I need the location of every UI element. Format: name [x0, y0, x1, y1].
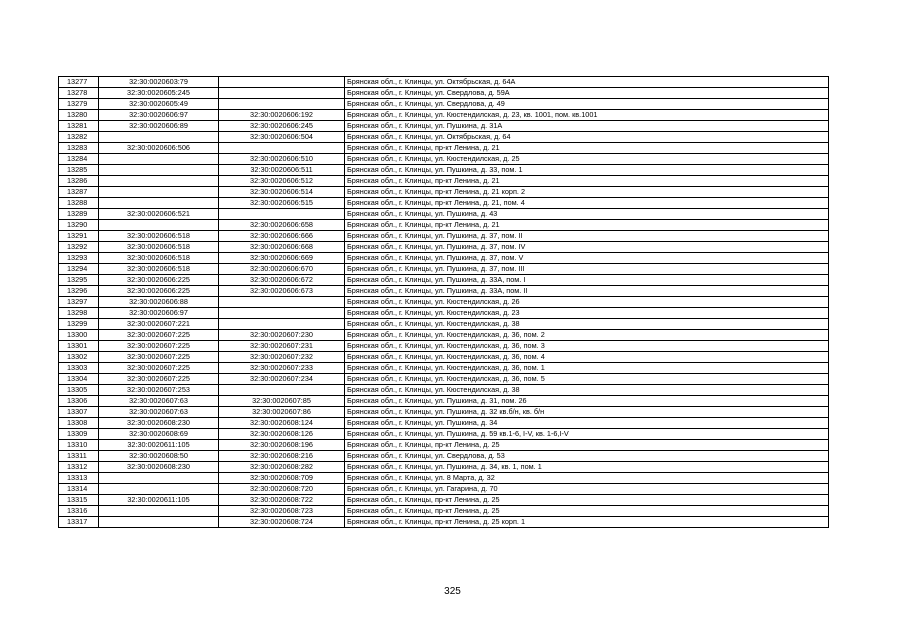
cadastral-number-cell: 32:30:0020607:225 — [99, 363, 219, 374]
cadastral-number-cell — [99, 187, 219, 198]
table-row — [59, 297, 829, 308]
linked-cadastral-number-cell: 32:30:0020607:85 — [219, 396, 345, 407]
table-row — [59, 77, 829, 88]
cadastral-number-cell: 32:30:0020603:79 — [99, 77, 219, 88]
table-row — [59, 341, 829, 352]
row-number-cell: 13305 — [59, 385, 99, 396]
linked-cadastral-number-cell: 32:30:0020608:723 — [219, 506, 345, 517]
address-cell: Брянская обл., г. Клинцы, ул. Кюстендилская, д. 36, пом. 2 — [345, 330, 829, 341]
row-number-cell: 13304 — [59, 374, 99, 385]
address-cell: Брянская обл., г. Клинцы, ул. Октябрьская, д. 64 — [345, 132, 829, 143]
table-row — [59, 506, 829, 517]
address-cell: Брянская обл., г. Клинцы, ул. Пушкина, д. 31, пом. 26 — [345, 396, 829, 407]
cadastral-number-cell — [99, 484, 219, 495]
address-cell: Брянская обл., г. Клинцы, ул. Пушкина, д. 31А — [345, 121, 829, 132]
row-number-cell: 13278 — [59, 88, 99, 99]
linked-cadastral-number-cell: 32:30:0020608:720 — [219, 484, 345, 495]
row-number-cell: 13292 — [59, 242, 99, 253]
cadastral-number-cell: 32:30:0020605:245 — [99, 88, 219, 99]
row-number-cell: 13289 — [59, 209, 99, 220]
row-number-cell: 13285 — [59, 165, 99, 176]
cadastral-number-cell — [99, 165, 219, 176]
linked-cadastral-number-cell: 32:30:0020606:672 — [219, 275, 345, 286]
linked-cadastral-number-cell: 32:30:0020606:510 — [219, 154, 345, 165]
linked-cadastral-number-cell: 32:30:0020608:196 — [219, 440, 345, 451]
linked-cadastral-number-cell: 32:30:0020608:126 — [219, 429, 345, 440]
table-row — [59, 176, 829, 187]
linked-cadastral-number-cell: 32:30:0020606:245 — [219, 121, 345, 132]
address-cell: Брянская обл., г. Клинцы, ул. Пушкина, д. 34 — [345, 418, 829, 429]
linked-cadastral-number-cell: 32:30:0020606:514 — [219, 187, 345, 198]
table-row — [59, 363, 829, 374]
table-row — [59, 242, 829, 253]
row-number-cell: 13306 — [59, 396, 99, 407]
cadastral-number-cell: 32:30:0020608:230 — [99, 418, 219, 429]
linked-cadastral-number-cell — [219, 385, 345, 396]
linked-cadastral-number-cell — [219, 88, 345, 99]
table-row — [59, 330, 829, 341]
address-cell: Брянская обл., г. Клинцы, ул. Пушкина, д. 59 кв.1-6, I-V, кв. 1-6,I-V — [345, 429, 829, 440]
row-number-cell: 13314 — [59, 484, 99, 495]
row-number-cell: 13299 — [59, 319, 99, 330]
cadastral-number-cell: 32:30:0020607:225 — [99, 341, 219, 352]
linked-cadastral-number-cell — [219, 297, 345, 308]
table-row — [59, 440, 829, 451]
table-row — [59, 352, 829, 363]
cadastral-number-cell: 32:30:0020606:97 — [99, 308, 219, 319]
linked-cadastral-number-cell: 32:30:0020606:669 — [219, 253, 345, 264]
registry-table-body — [59, 77, 829, 528]
address-cell: Брянская обл., г. Клинцы, пр-кт Ленина, д. 25 корп. 1 — [345, 517, 829, 528]
table-row — [59, 385, 829, 396]
linked-cadastral-number-cell: 32:30:0020606:673 — [219, 286, 345, 297]
address-cell: Брянская обл., г. Клинцы, ул. Кюстендилская, д. 36, пом. 3 — [345, 341, 829, 352]
cadastral-number-cell: 32:30:0020607:225 — [99, 352, 219, 363]
table-row — [59, 209, 829, 220]
address-cell: Брянская обл., г. Клинцы, ул. Пушкина, д. 34, кв. 1, пом. 1 — [345, 462, 829, 473]
address-cell: Брянская обл., г. Клинцы, ул. Кюстендилская, д. 38 — [345, 319, 829, 330]
row-number-cell: 13317 — [59, 517, 99, 528]
cadastral-number-cell: 32:30:0020606:88 — [99, 297, 219, 308]
table-row — [59, 484, 829, 495]
page-number: 325 — [444, 586, 461, 597]
cadastral-number-cell: 32:30:0020606:225 — [99, 286, 219, 297]
address-cell: Брянская обл., г. Клинцы, ул. Пушкина, д. 37, пом. IV — [345, 242, 829, 253]
address-cell: Брянская обл., г. Клинцы, ул. Кюстендилская, д. 36, пом. 4 — [345, 352, 829, 363]
address-cell: Брянская обл., г. Клинцы, ул. Кюстендилская, д. 26 — [345, 297, 829, 308]
linked-cadastral-number-cell — [219, 99, 345, 110]
table-row — [59, 121, 829, 132]
row-number-cell: 13282 — [59, 132, 99, 143]
linked-cadastral-number-cell: 32:30:0020607:232 — [219, 352, 345, 363]
linked-cadastral-number-cell: 32:30:0020607:86 — [219, 407, 345, 418]
address-cell: Брянская обл., г. Клинцы, ул. Октябрьская, д. 64А — [345, 77, 829, 88]
linked-cadastral-number-cell: 32:30:0020606:512 — [219, 176, 345, 187]
linked-cadastral-number-cell: 32:30:0020608:724 — [219, 517, 345, 528]
linked-cadastral-number-cell: 32:30:0020607:231 — [219, 341, 345, 352]
row-number-cell: 13284 — [59, 154, 99, 165]
address-cell: Брянская обл., г. Клинцы, пр-кт Ленина, д. 21 корп. 2 — [345, 187, 829, 198]
row-number-cell: 13316 — [59, 506, 99, 517]
cadastral-number-cell: 32:30:0020606:225 — [99, 275, 219, 286]
address-cell: Брянская обл., г. Клинцы, ул. Кюстендилская, д. 23 — [345, 308, 829, 319]
linked-cadastral-number-cell: 32:30:0020606:658 — [219, 220, 345, 231]
row-number-cell: 13307 — [59, 407, 99, 418]
table-row — [59, 187, 829, 198]
address-cell: Брянская обл., г. Клинцы, пр-кт Ленина, д. 25 — [345, 440, 829, 451]
cadastral-number-cell: 32:30:0020606:518 — [99, 242, 219, 253]
cadastral-number-cell: 32:30:0020608:69 — [99, 429, 219, 440]
cadastral-number-cell: 32:30:0020606:521 — [99, 209, 219, 220]
row-number-cell: 13303 — [59, 363, 99, 374]
address-cell: Брянская обл., г. Клинцы, ул. 8 Марта, д. 32 — [345, 473, 829, 484]
cadastral-number-cell: 32:30:0020606:518 — [99, 253, 219, 264]
address-cell: Брянская обл., г. Клинцы, пр-кт Ленина, д. 21 — [345, 143, 829, 154]
table-row — [59, 231, 829, 242]
address-cell: Брянская обл., г. Клинцы, ул. Пушкина, д. 33А, пом. I — [345, 275, 829, 286]
row-number-cell: 13283 — [59, 143, 99, 154]
row-number-cell: 13294 — [59, 264, 99, 275]
cadastral-number-cell: 32:30:0020607:221 — [99, 319, 219, 330]
table-row — [59, 407, 829, 418]
linked-cadastral-number-cell: 32:30:0020607:230 — [219, 330, 345, 341]
address-cell: Брянская обл., г. Клинцы, ул. Кюстендилская, д. 23, кв. 1001, пом. кв.1001 — [345, 110, 829, 121]
address-cell: Брянская обл., г. Клинцы, ул. Кюстендилская, д. 38 — [345, 385, 829, 396]
linked-cadastral-number-cell: 32:30:0020606:668 — [219, 242, 345, 253]
table-row — [59, 132, 829, 143]
linked-cadastral-number-cell: 32:30:0020608:282 — [219, 462, 345, 473]
address-cell: Брянская обл., г. Клинцы, ул. Пушкина, д. 33А, пом. II — [345, 286, 829, 297]
linked-cadastral-number-cell — [219, 77, 345, 88]
table-row — [59, 374, 829, 385]
row-number-cell: 13313 — [59, 473, 99, 484]
row-number-cell: 13311 — [59, 451, 99, 462]
table-row — [59, 198, 829, 209]
cadastral-number-cell: 32:30:0020606:97 — [99, 110, 219, 121]
row-number-cell: 13277 — [59, 77, 99, 88]
address-cell: Брянская обл., г. Клинцы, ул. Кюстендилская, д. 36, пом. 5 — [345, 374, 829, 385]
row-number-cell: 13315 — [59, 495, 99, 506]
table-row — [59, 253, 829, 264]
row-number-cell: 13296 — [59, 286, 99, 297]
address-cell: Брянская обл., г. Клинцы, пр-кт Ленина, д. 21, пом. 4 — [345, 198, 829, 209]
table-row — [59, 143, 829, 154]
row-number-cell: 13291 — [59, 231, 99, 242]
address-cell: Брянская обл., г. Клинцы, ул. Пушкина, д. 32 кв.б/н, кв. б/н — [345, 407, 829, 418]
address-cell: Брянская обл., г. Клинцы, ул. Кюстендилская, д. 25 — [345, 154, 829, 165]
row-number-cell: 13298 — [59, 308, 99, 319]
table-row — [59, 517, 829, 528]
table-row — [59, 99, 829, 110]
row-number-cell: 13287 — [59, 187, 99, 198]
row-number-cell: 13281 — [59, 121, 99, 132]
cadastral-number-cell: 32:30:0020607:225 — [99, 374, 219, 385]
address-cell: Брянская обл., г. Клинцы, ул. Свердлова, д. 53 — [345, 451, 829, 462]
table-row — [59, 264, 829, 275]
table-row — [59, 396, 829, 407]
table-row — [59, 286, 829, 297]
row-number-cell: 13290 — [59, 220, 99, 231]
table-row — [59, 451, 829, 462]
linked-cadastral-number-cell: 32:30:0020607:234 — [219, 374, 345, 385]
registry-table — [58, 76, 829, 528]
address-cell: Брянская обл., г. Клинцы, пр-кт Ленина, д. 21 — [345, 176, 829, 187]
linked-cadastral-number-cell — [219, 308, 345, 319]
table-row — [59, 308, 829, 319]
cadastral-number-cell: 32:30:0020605:49 — [99, 99, 219, 110]
cadastral-number-cell — [99, 220, 219, 231]
cadastral-number-cell: 32:30:0020607:63 — [99, 407, 219, 418]
linked-cadastral-number-cell: 32:30:0020606:670 — [219, 264, 345, 275]
row-number-cell: 13310 — [59, 440, 99, 451]
cadastral-number-cell: 32:30:0020607:225 — [99, 330, 219, 341]
linked-cadastral-number-cell: 32:30:0020608:709 — [219, 473, 345, 484]
address-cell: Брянская обл., г. Клинцы, ул. Пушкина, д. 33, пом. 1 — [345, 165, 829, 176]
cadastral-number-cell: 32:30:0020607:253 — [99, 385, 219, 396]
cadastral-number-cell: 32:30:0020606:518 — [99, 231, 219, 242]
cadastral-number-cell — [99, 506, 219, 517]
row-number-cell: 13301 — [59, 341, 99, 352]
linked-cadastral-number-cell: 32:30:0020607:233 — [219, 363, 345, 374]
row-number-cell: 13286 — [59, 176, 99, 187]
cadastral-number-cell — [99, 473, 219, 484]
address-cell: Брянская обл., г. Клинцы, пр-кт Ленина, д. 21 — [345, 220, 829, 231]
cadastral-number-cell — [99, 176, 219, 187]
linked-cadastral-number-cell: 32:30:0020606:666 — [219, 231, 345, 242]
address-cell: Брянская обл., г. Клинцы, ул. Кюстендилская, д. 36, пом. 1 — [345, 363, 829, 374]
cadastral-number-cell: 32:30:0020608:50 — [99, 451, 219, 462]
table-row — [59, 165, 829, 176]
table-row — [59, 220, 829, 231]
cadastral-number-cell: 32:30:0020608:230 — [99, 462, 219, 473]
linked-cadastral-number-cell: 32:30:0020608:124 — [219, 418, 345, 429]
linked-cadastral-number-cell: 32:30:0020606:515 — [219, 198, 345, 209]
row-number-cell: 13279 — [59, 99, 99, 110]
row-number-cell: 13308 — [59, 418, 99, 429]
address-cell: Брянская обл., г. Клинцы, пр-кт Ленина, д. 25 — [345, 495, 829, 506]
linked-cadastral-number-cell: 32:30:0020606:504 — [219, 132, 345, 143]
cadastral-number-cell: 32:30:0020606:518 — [99, 264, 219, 275]
table-row — [59, 473, 829, 484]
address-cell: Брянская обл., г. Клинцы, ул. Пушкина, д. 37, пом. II — [345, 231, 829, 242]
cadastral-number-cell — [99, 154, 219, 165]
address-cell: Брянская обл., г. Клинцы, ул. Свердлова, д. 59А — [345, 88, 829, 99]
linked-cadastral-number-cell: 32:30:0020608:216 — [219, 451, 345, 462]
cadastral-number-cell — [99, 198, 219, 209]
cadastral-number-cell — [99, 517, 219, 528]
table-row — [59, 429, 829, 440]
cadastral-number-cell: 32:30:0020611:105 — [99, 440, 219, 451]
row-number-cell: 13293 — [59, 253, 99, 264]
table-row — [59, 418, 829, 429]
row-number-cell: 13312 — [59, 462, 99, 473]
table-row — [59, 495, 829, 506]
address-cell: Брянская обл., г. Клинцы, ул. Пушкина, д. 37, пом. III — [345, 264, 829, 275]
address-cell: Брянская обл., г. Клинцы, ул. Свердлова, д. 49 — [345, 99, 829, 110]
cadastral-number-cell: 32:30:0020606:506 — [99, 143, 219, 154]
linked-cadastral-number-cell — [219, 209, 345, 220]
row-number-cell: 13300 — [59, 330, 99, 341]
address-cell: Брянская обл., г. Клинцы, пр-кт Ленина, д. 25 — [345, 506, 829, 517]
linked-cadastral-number-cell: 32:30:0020608:722 — [219, 495, 345, 506]
cadastral-number-cell: 32:30:0020611:105 — [99, 495, 219, 506]
cadastral-number-cell: 32:30:0020606:89 — [99, 121, 219, 132]
table-row — [59, 110, 829, 121]
linked-cadastral-number-cell — [219, 319, 345, 330]
row-number-cell: 13297 — [59, 297, 99, 308]
cadastral-number-cell: 32:30:0020607:63 — [99, 396, 219, 407]
row-number-cell: 13302 — [59, 352, 99, 363]
table-row — [59, 154, 829, 165]
row-number-cell: 13280 — [59, 110, 99, 121]
table-row — [59, 319, 829, 330]
address-cell: Брянская обл., г. Клинцы, ул. Пушкина, д. 37, пом. V — [345, 253, 829, 264]
linked-cadastral-number-cell: 32:30:0020606:511 — [219, 165, 345, 176]
table-row — [59, 88, 829, 99]
address-cell: Брянская обл., г. Клинцы, ул. Гагарина, д. 70 — [345, 484, 829, 495]
table-row — [59, 275, 829, 286]
table-row — [59, 462, 829, 473]
cadastral-number-cell — [99, 132, 219, 143]
row-number-cell: 13295 — [59, 275, 99, 286]
address-cell: Брянская обл., г. Клинцы, ул. Пушкина, д. 43 — [345, 209, 829, 220]
linked-cadastral-number-cell — [219, 143, 345, 154]
row-number-cell: 13309 — [59, 429, 99, 440]
row-number-cell: 13288 — [59, 198, 99, 209]
linked-cadastral-number-cell: 32:30:0020606:192 — [219, 110, 345, 121]
